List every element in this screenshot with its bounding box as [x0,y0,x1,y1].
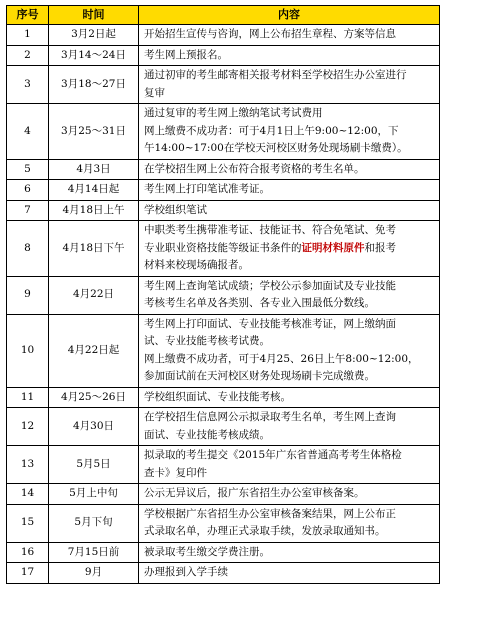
row-content [139,180,440,201]
content-line: 在学校招生信息网公示拟录取考生名单，考生网上查询 [144,411,396,423]
content-line: 拟录取的考生提交《2015年广东省普通高考考生体格检 [144,449,402,461]
table-row [7,276,440,314]
row-seq: 1 [7,25,49,46]
row-time: 4月22日起 [49,314,139,387]
table-row [7,104,440,160]
schedule-table [6,5,440,584]
content-line: 办理报到入学手续 [144,566,228,578]
row-content [139,314,440,387]
table-row [7,563,440,584]
row-time: 3月14～24日 [49,45,139,66]
row-content [139,408,440,446]
content-line: 被录取考生缴交学费注册。 [144,545,270,558]
content-line: 试、专业技能考核考试费。 [144,335,270,347]
content-line: 通过复审的考生网上缴纳笔试考试费用 [144,107,323,119]
table-row [7,159,440,180]
row-seq: 17 [7,563,49,584]
content-line: 网上缴费不成功者：可于4月1日上午9:00~12:00，下 [144,124,399,137]
content-line: 式录取名单，办理正式录取手续，发放录取通知书。 [144,525,386,537]
row-time: 4月22日 [49,276,139,314]
row-seq: 8 [7,221,49,277]
row-time: 4月18日下午 [49,221,139,277]
content-line: 学校组织面试、专业技能考核。 [144,390,291,403]
table-header-row [7,6,440,25]
row-content [139,200,440,221]
table-row [7,542,440,563]
row-content [139,276,440,314]
row-seq: 4 [7,104,49,160]
row-seq: 11 [7,387,49,408]
row-time: 5月上中旬 [49,484,139,505]
content-line: 网上缴费不成功者，可于4月25、26日上午8:00~12:00， [144,352,419,365]
table-row [7,221,440,277]
row-time: 5月下旬 [49,504,139,542]
table-row [7,25,440,46]
row-seq: 3 [7,66,49,104]
table-row [7,387,440,408]
content-line: 公示无异议后，报广东省招生办公室审核备案。 [144,487,365,499]
table-row [7,180,440,201]
row-seq: 2 [7,45,49,66]
content-line: 午14:00~17:00在学校天河校区财务处现场刷卡缴费）。 [144,142,408,154]
row-time: 9月 [49,563,139,584]
content-line: 查卡》复印件 [144,466,207,479]
row-content [139,104,440,160]
row-seq: 9 [7,276,49,314]
content-line: 在学校招生网上公布符合报考资格的考生名单。 [144,162,365,175]
row-content [139,159,440,180]
highlight-text: 证明材料原件 [301,241,365,254]
row-content [139,446,440,484]
row-seq: 15 [7,504,49,542]
row-content [139,542,440,563]
row-seq: 7 [7,200,49,221]
row-content [139,504,440,542]
table-row [7,314,440,387]
row-time: 4月14日起 [49,180,139,201]
content-line: 考生网上打印面试、专业技能考核准考证，网上缴纳面 [144,317,396,330]
table-body [7,25,440,584]
row-time: 3月18～27日 [49,66,139,104]
content-line: 考生网上打印笔试准考证。 [144,183,270,195]
content-line: 考生网上查询笔试成绩；学校公示参加面试及专业技能 [144,279,396,292]
content-line: 中职类考生携带准考证、技能证书、符合免笔试、免考 [144,224,396,236]
row-time: 3月2日起 [49,25,139,46]
row-content [139,25,440,46]
table-row [7,200,440,221]
row-seq: 5 [7,159,49,180]
content-line: 材料来校现场确报者。 [144,259,249,271]
row-time: 4月30日 [49,408,139,446]
row-seq: 10 [7,314,49,387]
content-text: 专业职业资格技能等级证书条件的 [144,241,302,254]
row-content [139,66,440,104]
row-seq: 6 [7,180,49,201]
row-content [139,45,440,66]
row-content [139,484,440,505]
content-line: 开始招生宣传与咨询，网上公布招生章程、方案等信息 [144,28,396,40]
row-time: 4月3日 [49,159,139,180]
content-line: 学校组织笔试 [144,203,207,216]
row-time: 3月25～31日 [49,104,139,160]
header-time: 时间 [49,6,139,25]
table-row [7,484,440,505]
row-time: 4月25～26日 [49,387,139,408]
content-line [144,240,436,258]
row-seq: 16 [7,542,49,563]
content-text: 和报考 [364,241,396,254]
row-seq: 14 [7,484,49,505]
header-content: 内容 [139,6,440,25]
row-time: 5月5日 [49,446,139,484]
row-content [139,563,440,584]
table-row [7,45,440,66]
header-seq: 序号 [7,6,49,25]
content-line: 复审 [144,86,165,99]
content-line: 考核考生名单及各类别、各专业入围最低分数线。 [144,297,375,309]
table-row [7,446,440,484]
content-line: 面试、专业技能考核成绩。 [144,428,270,441]
table-row [7,66,440,104]
row-seq: 12 [7,408,49,446]
row-time: 7月15日前 [49,542,139,563]
row-content [139,387,440,408]
row-time: 4月18日上午 [49,200,139,221]
content-line: 参加面试前在天河校区财务处现场刷卡完成缴费。 [144,370,375,382]
content-line: 考生网上预报名。 [144,48,228,61]
content-line: 学校根据广东省招生办公室审核备案结果，网上公布正 [144,507,396,520]
table-row [7,504,440,542]
content-line: 通过初审的考生邮寄相关报考材料至学校招生办公室进行 [144,69,407,81]
row-content [139,221,440,277]
row-seq: 13 [7,446,49,484]
table-row [7,408,440,446]
